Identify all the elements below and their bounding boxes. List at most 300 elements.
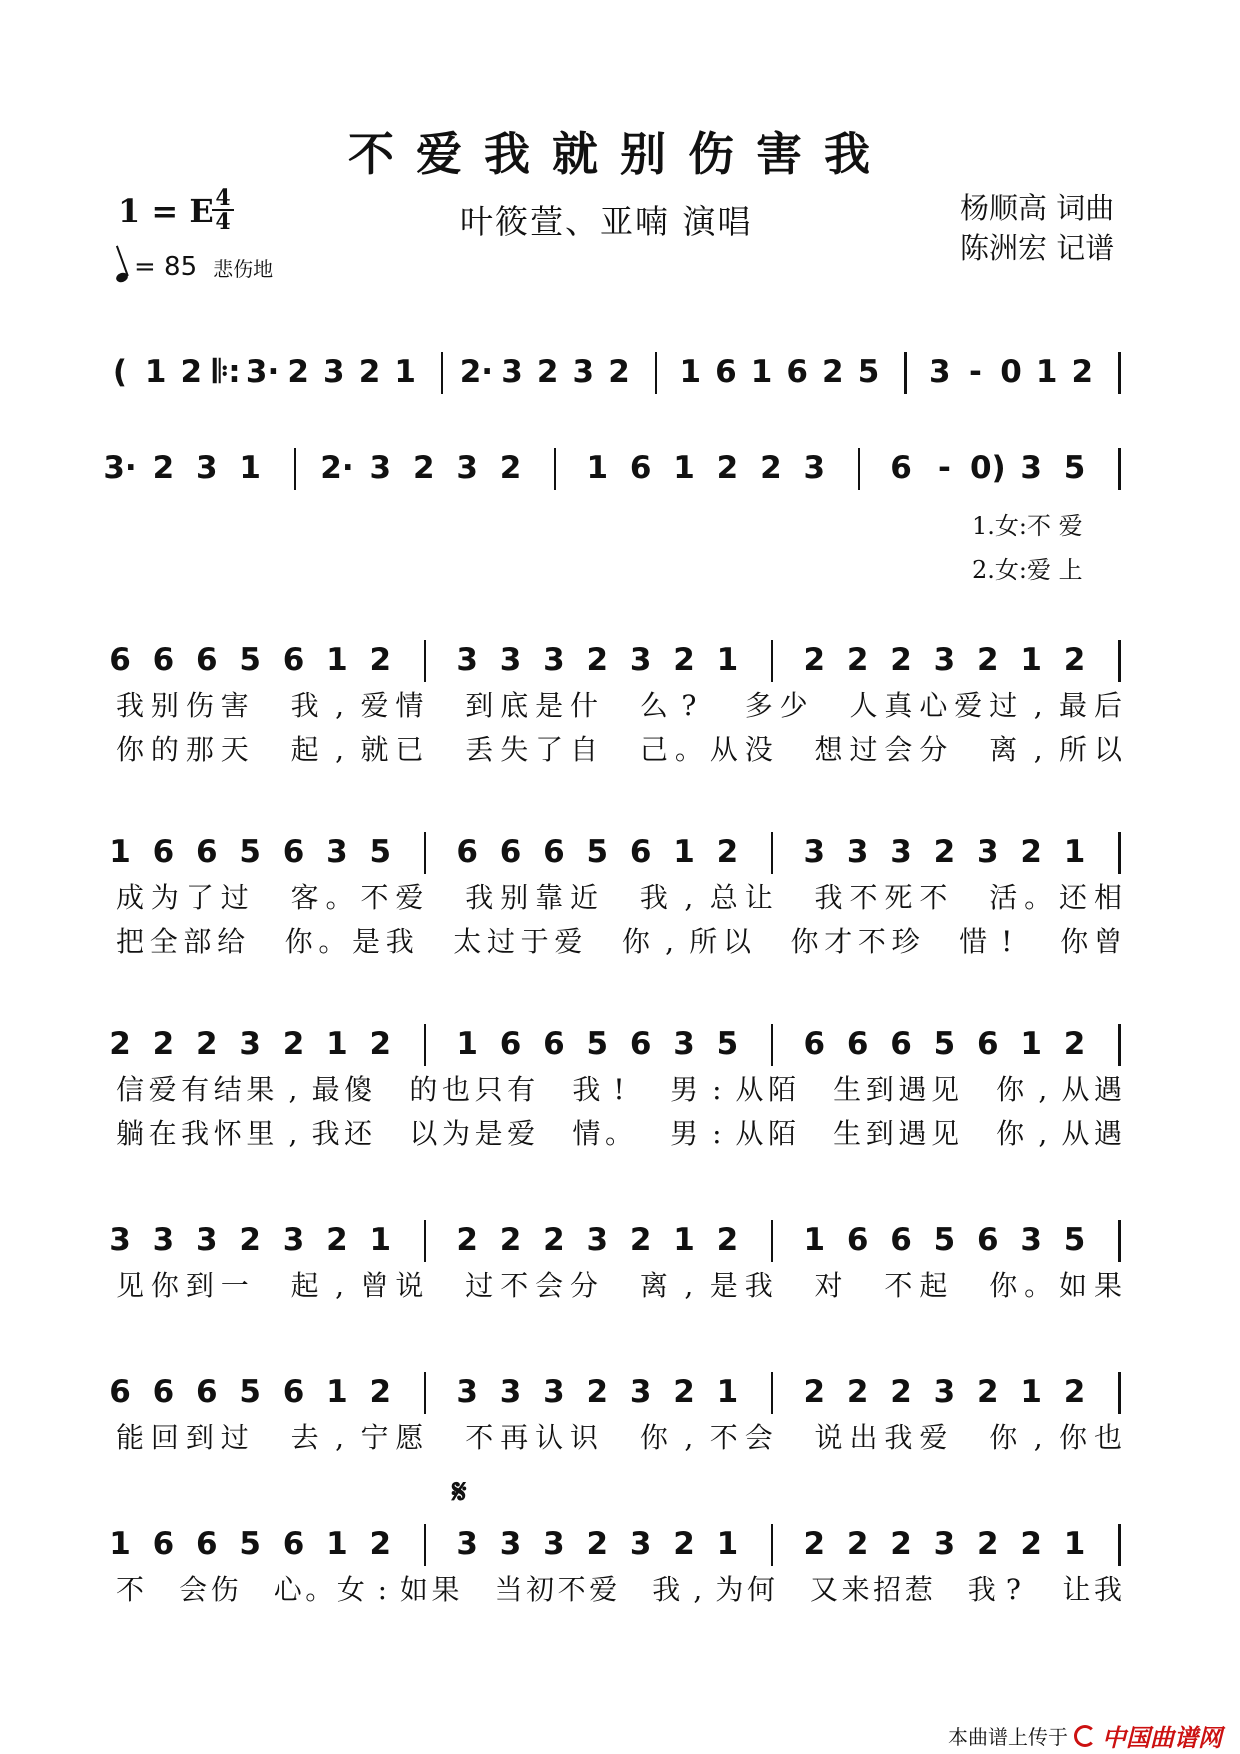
note: 1 xyxy=(673,834,695,870)
lyric-char: 自 xyxy=(570,733,599,766)
note: 2 xyxy=(152,450,175,486)
barline xyxy=(424,1024,427,1066)
note: 6 xyxy=(282,1374,305,1410)
note: 2 xyxy=(890,1526,912,1562)
lyric-char: 伤 xyxy=(185,689,214,722)
lyric-char: 爱 xyxy=(954,689,983,722)
note: 1 xyxy=(326,1026,348,1062)
lyric-char: 近 xyxy=(570,881,599,914)
note: 6 xyxy=(456,834,478,870)
barline xyxy=(424,1372,427,1414)
tempo-mood: 悲伤地 xyxy=(213,256,274,281)
note: 6 xyxy=(890,1026,912,1062)
note: 3 xyxy=(456,1526,478,1562)
lyric-char: , xyxy=(684,1269,694,1302)
lyric-char: 最 xyxy=(1059,689,1088,722)
lyric-char: 也 xyxy=(1093,1421,1123,1454)
note: 6 xyxy=(152,1374,175,1410)
lyric-line xyxy=(0,1572,1240,1612)
lyric-char: , xyxy=(684,881,694,914)
lyric-char: , xyxy=(693,1573,703,1606)
lyric-char: 过 xyxy=(220,1421,249,1454)
note: 3 xyxy=(195,450,218,486)
barline xyxy=(771,640,774,682)
note: 6 xyxy=(282,1526,305,1562)
barline xyxy=(1118,1524,1121,1566)
lyric-char: , xyxy=(335,689,345,722)
lyric-char: 会 xyxy=(535,1269,564,1302)
credit-transcriber: 陈洲宏 记谱 xyxy=(960,231,1115,265)
note: 3 xyxy=(109,1222,131,1258)
note: 2 xyxy=(586,1526,609,1562)
lyric-char: 珍 xyxy=(891,925,920,958)
note: 5 xyxy=(239,1526,261,1562)
note: 2 xyxy=(846,1374,869,1410)
lyric-char: 惜 xyxy=(959,925,988,958)
lyric-char: 不 xyxy=(360,881,389,914)
lyric-char: , xyxy=(1038,1117,1048,1150)
lyric-char: 宁 xyxy=(360,1421,389,1454)
lyric-char: 你 xyxy=(639,1421,668,1454)
barline xyxy=(904,352,907,394)
note: 0) xyxy=(969,450,1006,486)
lyric-char: 也 xyxy=(441,1073,471,1106)
lyric-char: 我 xyxy=(639,881,668,914)
note: 2 xyxy=(412,450,435,486)
lyric-char: 我 xyxy=(385,925,414,958)
lyric-char: 遇 xyxy=(1093,1073,1123,1106)
lyric-char: ? xyxy=(1005,1573,1021,1606)
note: 6 xyxy=(282,642,305,678)
lyric-char: 见 xyxy=(930,1073,960,1106)
barline xyxy=(858,448,861,490)
note: 3 xyxy=(803,450,826,486)
lyric-char: 从 xyxy=(1061,1073,1090,1106)
lyric-char: 不 xyxy=(500,1269,529,1302)
lyric-char: 陌 xyxy=(767,1073,797,1106)
lyric-char: 你 xyxy=(621,925,650,958)
lyric-char: 是 xyxy=(709,1269,738,1302)
lyric-char: 为 xyxy=(441,1117,471,1150)
lyric-char: 想 xyxy=(814,733,843,766)
lyric-char: 识 xyxy=(570,1421,599,1454)
credits xyxy=(960,188,1114,268)
note: 2 xyxy=(239,1222,261,1258)
lyric-char: 一 xyxy=(220,1269,249,1302)
barline xyxy=(294,448,297,490)
note: 3 xyxy=(933,642,956,678)
lyric-char: 离 xyxy=(639,1269,668,1302)
lyric-char: 到 xyxy=(185,1421,214,1454)
lyric-char: 你 xyxy=(996,1117,1025,1150)
lyric-char: 如 xyxy=(1059,1269,1088,1302)
lyric-char: 以 xyxy=(1093,733,1123,766)
lyric-char: 成 xyxy=(115,881,145,914)
barline xyxy=(424,832,427,874)
lyric-char: 。 xyxy=(1024,1269,1053,1302)
lyric-char: 怀 xyxy=(213,1117,242,1150)
lyric-char: , xyxy=(288,1117,298,1150)
note: 𝄆: xyxy=(213,354,241,390)
lyric-char: 底 xyxy=(500,689,529,722)
note: 5 xyxy=(239,834,261,870)
lyric-char: 对 xyxy=(814,1269,843,1302)
note: 6 xyxy=(499,1026,522,1062)
note: 1 xyxy=(1063,834,1086,870)
note: 6 xyxy=(195,1374,218,1410)
lyric-char: 从 xyxy=(1061,1117,1090,1150)
lyric-char: 离 xyxy=(989,733,1018,766)
note: 6 xyxy=(195,1526,218,1562)
note: 2 xyxy=(822,354,844,390)
note: 6 xyxy=(109,1374,131,1410)
note: - xyxy=(968,354,982,390)
lyric-char: 结 xyxy=(213,1073,242,1106)
note: 3 xyxy=(1020,1222,1042,1258)
lyric-char: 过 xyxy=(849,733,878,766)
lyric-char: 人 xyxy=(849,689,878,722)
lyric-char: 多 xyxy=(744,689,773,722)
barline xyxy=(424,640,427,682)
barline xyxy=(424,1524,427,1566)
lyric-char: 遇 xyxy=(1093,1117,1123,1150)
note: 5 xyxy=(716,1026,739,1062)
note: 2 xyxy=(180,354,203,390)
lyric-char: 去 xyxy=(290,1421,319,1454)
note: 2 xyxy=(716,1222,739,1258)
note: 3 xyxy=(195,1222,218,1258)
lyric-char: 女 xyxy=(336,1573,365,1606)
note: 2 xyxy=(369,642,392,678)
lyric-char: 的 xyxy=(409,1073,438,1106)
lyric-char: 回 xyxy=(150,1421,179,1454)
lyric-char: 爱 xyxy=(554,925,583,958)
note: 2 xyxy=(326,1222,348,1258)
note: 2 xyxy=(456,1222,478,1258)
lyric-char: 过 xyxy=(989,689,1018,722)
lyric-char: : xyxy=(712,1073,722,1106)
note: 6 xyxy=(195,642,218,678)
note: 5 xyxy=(239,642,261,678)
lyric-char: 认 xyxy=(535,1421,564,1454)
lyric-char: 生 xyxy=(833,1117,862,1150)
note: 6 xyxy=(890,450,912,486)
note: 6 xyxy=(890,1222,912,1258)
intro-lyric-verse-1: 1.女:不 爱 xyxy=(972,512,1083,540)
note: 1 xyxy=(144,354,167,390)
note: 2 xyxy=(846,1526,869,1562)
note: 2 xyxy=(543,1222,565,1258)
lyric-char: 我 xyxy=(652,1573,681,1606)
note: 3 xyxy=(543,642,565,678)
lyric-char: 。 xyxy=(305,1573,334,1606)
tempo-marking xyxy=(116,252,273,282)
lyric-char: 果 xyxy=(1093,1269,1123,1302)
note: 3 xyxy=(239,1026,261,1062)
lyric-char: ! xyxy=(1001,925,1013,958)
barline xyxy=(1118,640,1121,682)
lyric-char: 有 xyxy=(507,1073,536,1106)
lyric-char: 招 xyxy=(873,1573,902,1606)
note: 3 xyxy=(456,450,478,486)
note: 6 xyxy=(499,834,522,870)
note: 2 xyxy=(109,1026,131,1062)
lyric-char: 只 xyxy=(474,1073,503,1106)
lyric-char: 见 xyxy=(930,1117,960,1150)
note: 2 xyxy=(673,1526,695,1562)
note: 3 xyxy=(846,834,869,870)
lyric-char: 又 xyxy=(810,1573,839,1606)
note: 2 xyxy=(1063,642,1086,678)
lyric-char: 起 xyxy=(290,1269,319,1302)
lyric-char: 起 xyxy=(919,1269,948,1302)
barline xyxy=(424,1220,427,1262)
segno-icon: 𝄋 xyxy=(452,1472,467,1512)
note: 6 xyxy=(543,1026,565,1062)
note: 3 xyxy=(629,642,652,678)
lyric-char: 果 xyxy=(246,1073,275,1106)
tempo-value: = 85 xyxy=(134,252,198,282)
lyric-char: , xyxy=(684,1421,694,1454)
lyric-char: 情 xyxy=(572,1117,601,1150)
lyric-char: 把 xyxy=(115,925,145,958)
note: 2 xyxy=(716,450,739,486)
lyric-char: 么 xyxy=(639,689,668,722)
notation-row xyxy=(0,352,1240,412)
note: 6 xyxy=(715,354,737,390)
lyric-char: 不 xyxy=(849,881,878,914)
note: 6 xyxy=(543,834,565,870)
lyric-char: 死 xyxy=(884,881,913,914)
note: 1 xyxy=(1063,1526,1086,1562)
note: 3· xyxy=(103,450,137,486)
notation-row xyxy=(0,448,1240,508)
lyric-char: 全 xyxy=(149,925,178,958)
barline xyxy=(771,1220,774,1262)
note: 1 xyxy=(750,354,773,390)
note: 5 xyxy=(369,834,392,870)
note: 2· xyxy=(459,354,494,390)
barline xyxy=(1118,448,1121,490)
note: 3 xyxy=(1020,450,1042,486)
note: 3 xyxy=(928,354,951,390)
note: 5 xyxy=(239,1374,261,1410)
lyric-char: 到 xyxy=(865,1073,894,1106)
lyric-char: 说 xyxy=(814,1421,843,1454)
lyric-char: : xyxy=(712,1117,722,1150)
lyric-char: 让 xyxy=(744,881,773,914)
lyric-char: 才 xyxy=(824,925,853,958)
lyric-char: 躺 xyxy=(115,1117,145,1150)
lyric-char: 能 xyxy=(115,1421,145,1454)
song-title: 不爱我就别伤害我 xyxy=(348,127,892,181)
note: 2 xyxy=(1020,1526,1042,1562)
lyric-char: 我 xyxy=(290,689,319,722)
lyric-char: 你 xyxy=(989,1269,1018,1302)
lyric-line xyxy=(0,1268,1240,1308)
note: 2 xyxy=(152,1026,175,1062)
lyric-char: 没 xyxy=(744,733,773,766)
lyric-char: 来 xyxy=(841,1573,870,1606)
note: 2 xyxy=(586,1374,609,1410)
lyric-line xyxy=(0,1072,1240,1112)
note: 2 xyxy=(977,642,999,678)
lyric-char: 丢 xyxy=(465,733,494,766)
note: 2 xyxy=(933,834,956,870)
note: 2 xyxy=(1063,1026,1086,1062)
lyric-char: 所 xyxy=(689,925,718,958)
lyric-char: 最 xyxy=(311,1073,340,1106)
note: 1 xyxy=(394,354,416,390)
lyric-char: 你 xyxy=(790,925,819,958)
lyric-char: 相 xyxy=(1093,881,1123,914)
note: 1 xyxy=(679,354,702,390)
lyric-char: 真 xyxy=(884,689,913,722)
lyric-char: 起 xyxy=(290,733,319,766)
lyric-char: 什 xyxy=(570,689,599,722)
barline xyxy=(1118,1220,1121,1262)
lyric-char: 的 xyxy=(150,733,179,766)
lyric-char: 太 xyxy=(453,925,482,958)
note: 6 xyxy=(152,1526,175,1562)
note: 1 xyxy=(369,1222,392,1258)
lyric-char: 出 xyxy=(849,1421,878,1454)
note: 6 xyxy=(846,1026,869,1062)
note: 3 xyxy=(629,1526,652,1562)
footer xyxy=(948,1718,1222,1753)
note: 5 xyxy=(933,1026,956,1062)
note: 2 xyxy=(1020,834,1042,870)
time-signature-top: 4 xyxy=(215,185,231,211)
note: ( xyxy=(112,354,128,390)
lyric-char: 让 xyxy=(1062,1573,1091,1606)
note: - xyxy=(937,450,951,486)
lyric-char: 生 xyxy=(833,1073,862,1106)
note: 1 xyxy=(586,450,609,486)
lyric-char: 初 xyxy=(526,1573,555,1606)
note: 6 xyxy=(152,642,175,678)
note: 6 xyxy=(282,834,305,870)
time-signature xyxy=(212,185,234,235)
lyric-char: 何 xyxy=(746,1573,775,1606)
lyric-char: 说 xyxy=(395,1269,424,1302)
note: 5 xyxy=(586,834,609,870)
note: 1 xyxy=(239,450,261,486)
lyric-char: 过 xyxy=(486,925,515,958)
lyric-char: 所 xyxy=(1059,733,1088,766)
note: 2 xyxy=(890,1374,912,1410)
lyric-char: 傻 xyxy=(344,1073,373,1106)
lyric-char: 爱 xyxy=(507,1117,536,1150)
lyric-char: 遇 xyxy=(898,1117,927,1150)
lyric-char: 你 xyxy=(1059,1421,1088,1454)
lyric-line xyxy=(0,924,1240,964)
note: 6 xyxy=(977,1222,999,1258)
note: 2 xyxy=(536,354,559,390)
lyric-line xyxy=(0,1116,1240,1156)
note: 6 xyxy=(803,1026,826,1062)
lyric-char: 过 xyxy=(465,1269,494,1302)
lyric-char: 已 xyxy=(395,733,424,766)
note: 1 xyxy=(326,1374,348,1410)
lyric-char: 在 xyxy=(148,1117,177,1150)
note: 1 xyxy=(716,642,739,678)
lyric-char: 再 xyxy=(500,1421,529,1454)
lyric-line xyxy=(0,688,1240,728)
lyric-char: 别 xyxy=(500,881,529,914)
note: 3 xyxy=(499,1526,522,1562)
note: 2 xyxy=(282,1026,305,1062)
lyric-char: 伤 xyxy=(210,1573,239,1606)
site-logo-icon xyxy=(1074,1725,1096,1747)
note: 2 xyxy=(586,642,609,678)
note: 5 xyxy=(1063,1222,1086,1258)
note: 2 xyxy=(673,1374,695,1410)
note: 3 xyxy=(326,834,348,870)
lyric-char: 我 xyxy=(814,881,843,914)
lyric-char: 以 xyxy=(723,925,752,958)
lyric-char: 爱 xyxy=(919,1421,948,1454)
lyric-char: 我 xyxy=(311,1117,340,1150)
note: 1 xyxy=(716,1374,739,1410)
note: 1 xyxy=(326,1526,348,1562)
lyric-char: 信 xyxy=(115,1073,145,1106)
note: 3 xyxy=(369,450,392,486)
note: 3 xyxy=(501,354,523,390)
lyric-char: 。 xyxy=(674,733,703,766)
lyric-char: 我 xyxy=(967,1573,996,1606)
note: 6 xyxy=(786,354,808,390)
note: 3 xyxy=(673,1026,695,1062)
lyric-char: , xyxy=(1033,733,1043,766)
note: 2 xyxy=(846,642,869,678)
note: 2 xyxy=(369,1526,392,1562)
note: 1 xyxy=(1020,642,1042,678)
lyric-char: 还 xyxy=(1059,881,1088,914)
note: 2 xyxy=(977,1374,999,1410)
note: 2 xyxy=(499,450,522,486)
note: 5 xyxy=(586,1026,609,1062)
note: 3 xyxy=(933,1526,956,1562)
note: 1 xyxy=(673,450,695,486)
lyric-char: 会 xyxy=(179,1573,208,1606)
lyric-char: 惹 xyxy=(904,1573,933,1606)
lyric-char: 不 xyxy=(115,1573,145,1606)
lyric-char: 果 xyxy=(431,1573,460,1606)
footer-text: 本曲谱上传于 xyxy=(948,1725,1068,1749)
lyric-char: 你 xyxy=(284,925,313,958)
note: 2 xyxy=(629,1222,652,1258)
lyric-char: 遇 xyxy=(898,1073,927,1106)
singers: 叶筱萱、亚喃 演唱 xyxy=(460,202,753,241)
barline xyxy=(554,448,557,490)
lyric-char: 部 xyxy=(183,925,212,958)
lyric-char: ! xyxy=(613,1073,625,1106)
lyric-char: 不 xyxy=(884,1269,913,1302)
lyric-char: 不 xyxy=(557,1573,586,1606)
lyric-char: 不 xyxy=(919,881,948,914)
note: 2 xyxy=(369,1026,392,1062)
note: 2 xyxy=(1063,1374,1086,1410)
lyric-char: 了 xyxy=(535,733,564,766)
note: 2 xyxy=(803,1526,826,1562)
note: 3 xyxy=(323,354,345,390)
note: 1 xyxy=(1035,354,1058,390)
lyric-char: 我 xyxy=(115,689,145,722)
note: 2 xyxy=(499,1222,522,1258)
lyric-char: 于 xyxy=(520,925,549,958)
lyric-char: 到 xyxy=(185,1269,214,1302)
